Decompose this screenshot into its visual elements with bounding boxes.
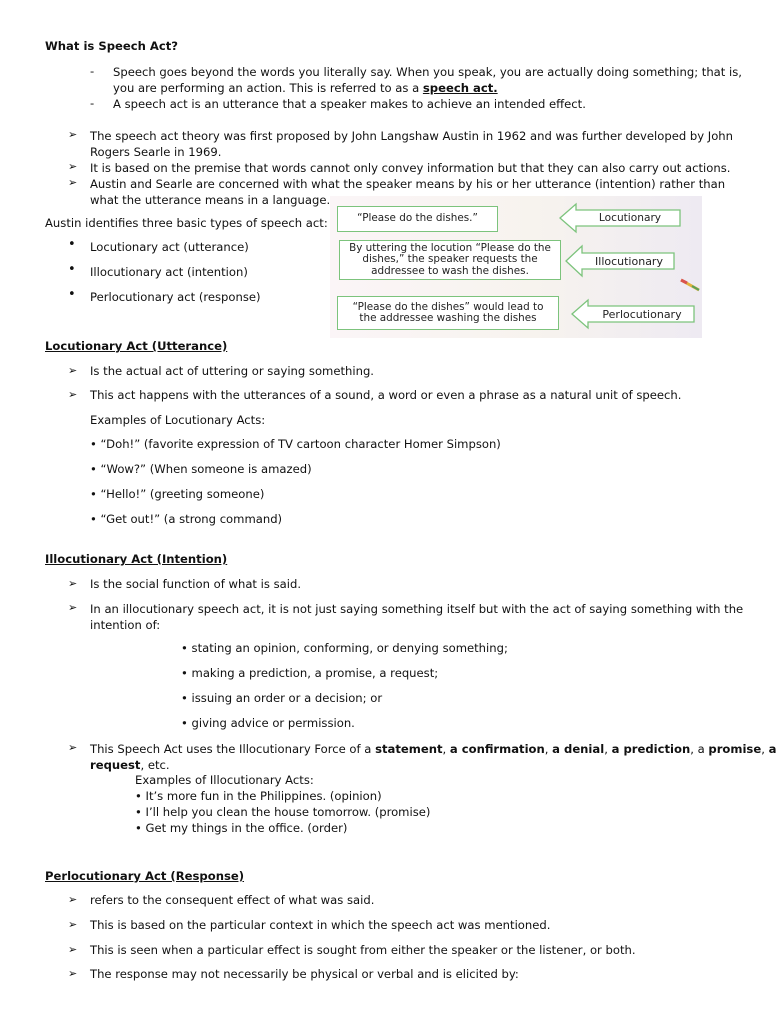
arrow-bullet-icon: ➢ [68, 967, 78, 980]
type-perlocutionary: Perlocutionary act (response) [90, 290, 261, 304]
bullet-icon: • [68, 262, 76, 277]
arrow-bullet-icon: ➢ [68, 577, 78, 590]
force-sep: , [604, 742, 612, 756]
force-sep: , [761, 742, 769, 756]
force-denial: a denial [552, 742, 605, 756]
pencil-decoration-icon [679, 278, 701, 292]
locutionary-examples-label: Examples of Locutionary Acts: [90, 413, 266, 427]
force-request: request [90, 758, 141, 772]
intention-item-1: • stating an opinion, conforming, or denying something; [181, 641, 508, 655]
arrow-bullet-icon: ➢ [68, 943, 78, 956]
dash-marker: - [90, 96, 95, 110]
diagram-box-perlocution: “Please do the dishes” would lead to the addressee washing the dishes [337, 296, 559, 330]
arrow-bullet-icon: ➢ [68, 388, 78, 401]
illocutionary-point-2-line2: intention of: [90, 618, 161, 632]
illocutionary-example-2: • I’ll help you clean the house tomorrow. (promise) [135, 805, 431, 819]
force-prediction: a prediction [611, 742, 691, 756]
locutionary-example-3: • “Hello!” (greeting someone) [90, 487, 265, 501]
perlocutionary-point-3: This is seen when a particular effect is sought from either the speaker or the listener, or both. [90, 943, 636, 957]
arrow-bullet-icon: ➢ [68, 918, 78, 931]
arrow-bullet-icon: ➢ [68, 364, 78, 377]
force-a: a [768, 742, 776, 756]
intention-item-3: • issuing an order or a decision; or [181, 691, 383, 705]
intro-item-1 [113, 64, 742, 96]
theory-point-3-line2: what the utterance means in a language. [90, 193, 331, 207]
illocutionary-example-1: • It’s more fun in the Philippines. (opinion) [135, 789, 382, 803]
locutionary-heading: Locutionary Act (Utterance) [45, 339, 228, 353]
speech-act-emphasis: speech act. [422, 81, 498, 95]
intro-item-1-line2-text: you are performing an action. This is referred to as a [113, 81, 423, 95]
illocutionary-point-2 [90, 601, 743, 633]
bullet-icon: • [68, 237, 76, 252]
force-sep: , [544, 742, 553, 756]
diagram-box-locution: “Please do the dishes.” [337, 206, 498, 232]
perlocutionary-point-4: The response may not necessarily be physical or verbal and is elicited by: [90, 967, 519, 981]
arrow-bullet-icon: ➢ [68, 601, 78, 614]
force-etc: , etc. [140, 758, 170, 772]
force-promise: promise [708, 742, 762, 756]
perlocutionary-heading: Perlocutionary Act (Response) [45, 869, 245, 883]
intro-item-2: A speech act is an utterance that a speaker makes to achieve an intended effect. [113, 97, 586, 111]
illocutionary-examples-label: Examples of Illocutionary Acts: [135, 773, 314, 787]
illocutionary-point-1: Is the social function of what is said. [90, 577, 302, 591]
locutionary-example-4: • “Get out!” (a strong command) [90, 512, 283, 526]
theory-point-1-line2: Rogers Searle in 1969. [90, 145, 222, 159]
bullet-icon: • [68, 287, 76, 302]
illocutionary-force-line-1 [90, 741, 776, 757]
diagram-box-illocution: By uttering the locution “Please do the dishes,” the speaker requests the addressee to wash the dishes. [339, 240, 561, 280]
dash-marker: - [90, 64, 95, 78]
force-confirmation: a confirmation [449, 742, 545, 756]
arrow-bullet-icon: ➢ [68, 128, 78, 141]
force-statement: statement [375, 742, 443, 756]
page-title: What is Speech Act? [45, 39, 179, 53]
theory-point-3-line1: Austin and Searle are concerned with what the speaker means by his or her utterance (intention) rather than [90, 177, 726, 191]
types-intro: Austin identifies three basic types of speech act: [45, 216, 328, 230]
illocutionary-force-line-2 [90, 757, 776, 773]
illocutionary-point-2-line1: In an illocutionary speech act, it is not just saying something itself but with the act of saying something with the [90, 602, 744, 616]
speech-act-diagram [330, 196, 702, 338]
intention-item-4: • giving advice or permission. [181, 716, 355, 730]
force-sep: , a [690, 742, 709, 756]
illocutionary-examples [135, 772, 430, 836]
perlocutionary-point-1: refers to the consequent effect of what was said. [90, 893, 375, 907]
intro-item-1-line1: Speech goes beyond the words you literally say. When you speak, you are actually doing something; that is, [113, 65, 742, 79]
theory-point-2: It is based on the premise that words cannot only convey information but that they can also carry out actions. [90, 161, 731, 175]
perlocutionary-point-2: This is based on the particular context in which the speech act was mentioned. [90, 918, 551, 932]
arrow-bullet-icon: ➢ [68, 176, 78, 189]
locutionary-point-1: Is the actual act of uttering or saying something. [90, 364, 374, 378]
type-locutionary: Locutionary act (utterance) [90, 240, 249, 254]
diagram-label-locutionary: Locutionary [598, 212, 662, 224]
force-sep: , [442, 742, 450, 756]
illocutionary-force-line [90, 741, 776, 773]
diagram-label-illocutionary: Illocutionary [595, 254, 663, 268]
diagram-label-perlocutionary: Perlocutionary [602, 307, 682, 321]
force-text: This Speech Act uses the Illocutionary Force of a [90, 742, 376, 756]
intention-item-2: • making a prediction, a promise, a request; [181, 666, 439, 680]
theory-point-1-line1: The speech act theory was first proposed by John Langshaw Austin in 1962 and was further developed by John [90, 129, 733, 143]
illocutionary-heading: Illocutionary Act (Intention) [45, 552, 228, 566]
illocutionary-example-3: • Get my things in the office. (order) [135, 821, 348, 835]
locutionary-example-1: • “Doh!” (favorite expression of TV cartoon character Homer Simpson) [90, 437, 501, 451]
arrow-bullet-icon: ➢ [68, 160, 78, 173]
locutionary-point-2: This act happens with the utterances of a sound, a word or even a phrase as a natural unit of speech. [90, 388, 682, 402]
theory-point-1 [90, 128, 733, 160]
arrow-bullet-icon: ➢ [68, 893, 78, 906]
intro-item-1-line2 [113, 80, 742, 96]
arrow-bullet-icon: ➢ [68, 741, 78, 754]
locutionary-example-2: • “Wow?” (When someone is amazed) [90, 462, 312, 476]
type-illocutionary: Illocutionary act (intention) [90, 265, 248, 279]
